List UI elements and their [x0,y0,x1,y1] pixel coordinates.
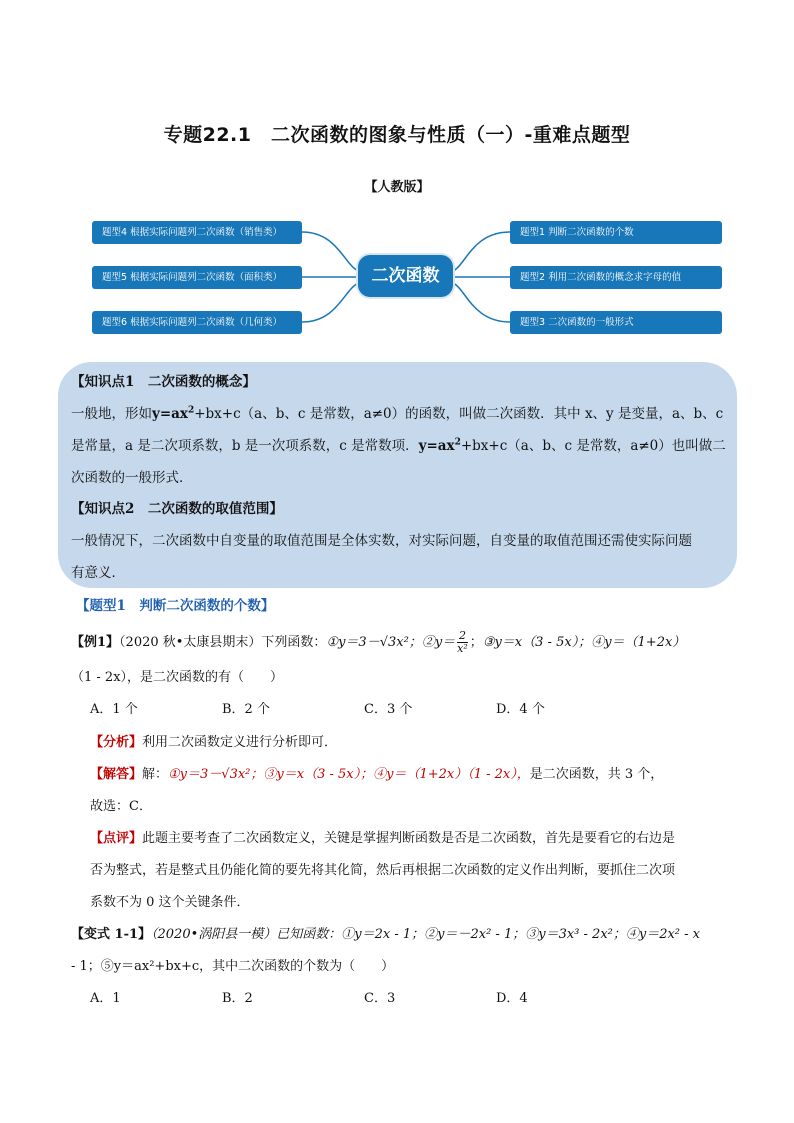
kp2-heading: 【知识点2 二次函数的取值范围】 [71,501,283,517]
kp1-line2: 是常量，a 是二次项系数，b 是一次项系数，c 是常数项．$y=ax^2+bx+c(a$、b、c 是常数，a≠0）也叫做二 [71,437,726,454]
variant-option-b: B．2 [222,991,253,1006]
mindmap-item-type2: 题型2 利用二次函数的概念求字母的值 [510,266,722,289]
fraction: $\frac{2}{\text{x²}}$ [457,629,468,655]
mindmap-center: 二次函数 [358,255,453,297]
example1-line1: 【例1】（2020 秋•太康县期末）下列函数：①y＝3－√3x²；②y＝ $\frac{2}{\text{x²}}$ ；③y＝x（3 - 5x）；④y＝（1+2x） [71,629,686,655]
kp1-heading: 【知识点1 二次函数的概念】 [71,374,256,390]
variant-option-d: D．4 [496,991,528,1006]
mindmap-item-type4: 题型4 根据实际问题列二次函数（销售类） [92,221,302,244]
edition-label: 【人教版】 [364,180,430,195]
option-b: B．2 个 [222,702,270,717]
example1-line2: （1 - 2x），是二次函数的有（ ） [71,670,284,685]
kp2-line1: 一般情况下，二次函数中自变量的取值范围是全体实数，对实际问题，自变量的取值范围还需使实际问题 [71,533,692,549]
variant-option-a: A．1 [90,991,121,1006]
variant-option-c: C．3 [364,991,396,1006]
mindmap-item-type3: 题型3 二次函数的一般形式 [510,311,722,334]
analysis-line: 【分析】利用二次函数定义进行分析即可． [90,735,338,750]
page-title: 专题22.1 二次函数的图象与性质（一）-重难点题型 [163,124,631,146]
option-a: A．1 个 [90,702,138,717]
mindmap-item-type5: 题型5 根据实际问题列二次函数（面积类） [92,266,302,289]
type1-heading: 【题型1 判断二次函数的个数】 [76,598,275,614]
comment-line2: 否为整式，若是整式且仍能化简的要先将其化简，然后再根据二次函数的定义作出判断，要抓住二次项 [90,863,676,878]
kp2-line2: 有意义． [71,565,125,581]
mindmap-item-type6: 题型6 根据实际问题列二次函数（几何类） [92,311,302,334]
option-d: D．4 个 [496,702,545,717]
kp1-line3: 次函数的一般形式． [71,470,193,486]
option-c: C．3 个 [364,702,413,717]
kp1-line1: 一般地，形如$y=ax^2+bx+c(a$、b、c 是常数，a≠0）的函数，叫做二次函数．其中 x、y 是变量，a、b、c [71,405,724,422]
mindmap [0,210,794,340]
mindmap-item-type1: 题型1 判断二次函数的个数 [510,221,722,244]
answer-line1: 【解答】解：①y＝3－√3x²；③y＝x（3 - 5x）；④y＝（1+2x）（1 - 2x），是二次函数，共 3 个， [90,767,664,782]
comment-line1: 【点评】此题主要考查了二次函数定义，关键是掌握判断函数是否是二次函数，首先是要看它的右边是 [90,831,676,846]
variant-line2: - 1；⑤y＝ax²+bx+c，其中二次函数的个数为（ ） [71,959,395,974]
answer-line2: 故选：C． [90,799,152,814]
comment-line3: 系数不为 0 这个关键条件． [90,895,250,910]
variant-line1: 【变式 1-1】（2020•涡阳县一模）已知函数：①y＝2x - 1；②y＝－2x² - 1；③y＝3x³ - 2x²；④y＝2x² - x [71,927,701,942]
